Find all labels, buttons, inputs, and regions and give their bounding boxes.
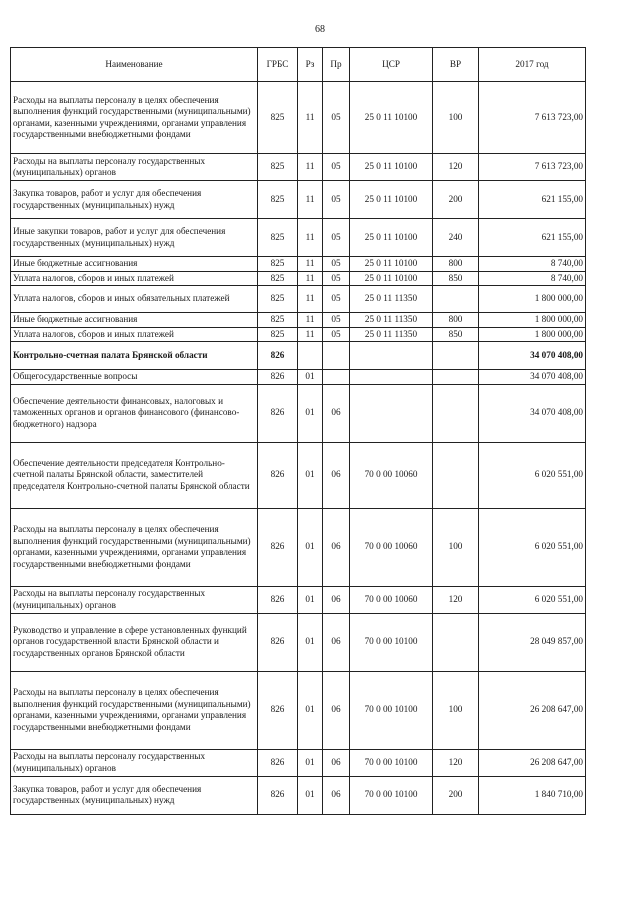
cell-amount: 8 740,00	[479, 271, 586, 286]
cell-name: Закупка товаров, работ и услуг для обеспечения государственных (муниципальных) нужд	[11, 181, 258, 219]
cell-amount: 6 020 551,00	[479, 508, 586, 586]
header-name: Наименование	[11, 48, 258, 82]
page-number: 68	[315, 24, 325, 35]
cell-pr: 05	[323, 219, 350, 257]
cell-rz: 11	[298, 257, 323, 272]
cell-vr: 100	[433, 82, 479, 154]
cell-rz: 11	[298, 286, 323, 313]
table-row	[11, 286, 586, 313]
cell-amount: 6 020 551,00	[479, 586, 586, 613]
cell-grbs: 825	[258, 154, 298, 181]
cell-name: Руководство и управление в сфере установленных функций органов государственной власти Брянской области и государственных органов Брянской области	[11, 613, 258, 671]
cell-rz: 11	[298, 219, 323, 257]
cell-amount: 28 049 857,00	[479, 613, 586, 671]
table-row	[11, 671, 586, 749]
table-row	[11, 82, 586, 154]
cell-amount: 621 155,00	[479, 219, 586, 257]
cell-name: Расходы на выплаты персоналу в целях обеспечения выполнения функций государственными (муниципальными) органами, казенными учреждениями, органами управления государственными внебюджетными фондами	[11, 671, 258, 749]
cell-name: Обеспечение деятельности финансовых, налоговых и таможенных органов и органов финансового (финансово-бюджетного) надзора	[11, 384, 258, 442]
cell-vr: 240	[433, 219, 479, 257]
table-header-row	[11, 48, 586, 82]
cell-rz: 01	[298, 776, 323, 814]
cell-vr	[433, 442, 479, 508]
cell-grbs: 826	[258, 749, 298, 776]
cell-csr: 25 0 11 10100	[350, 82, 433, 154]
cell-grbs: 826	[258, 776, 298, 814]
cell-csr: 25 0 11 10100	[350, 154, 433, 181]
cell-amount: 6 020 551,00	[479, 442, 586, 508]
cell-grbs: 826	[258, 370, 298, 385]
cell-vr: 120	[433, 749, 479, 776]
cell-vr: 850	[433, 327, 479, 342]
cell-name: Расходы на выплаты персоналу государственных (муниципальных) органов	[11, 749, 258, 776]
cell-pr: 05	[323, 181, 350, 219]
cell-csr	[350, 384, 433, 442]
table-row	[11, 327, 586, 342]
cell-amount: 621 155,00	[479, 181, 586, 219]
header-pr: Пр	[323, 48, 350, 82]
cell-pr: 05	[323, 286, 350, 313]
cell-vr: 850	[433, 271, 479, 286]
cell-rz: 11	[298, 313, 323, 328]
cell-grbs: 825	[258, 219, 298, 257]
cell-csr: 70 0 00 10100	[350, 671, 433, 749]
cell-pr: 05	[323, 313, 350, 328]
cell-amount: 26 208 647,00	[479, 671, 586, 749]
cell-grbs: 826	[258, 671, 298, 749]
cell-amount: 1 800 000,00	[479, 313, 586, 328]
cell-pr: 06	[323, 749, 350, 776]
cell-pr: 05	[323, 327, 350, 342]
header-csr: ЦСР	[350, 48, 433, 82]
cell-vr	[433, 342, 479, 370]
cell-csr	[350, 370, 433, 385]
table-row	[11, 613, 586, 671]
cell-rz: 11	[298, 327, 323, 342]
cell-rz: 01	[298, 508, 323, 586]
cell-csr: 25 0 11 11350	[350, 313, 433, 328]
cell-pr: 06	[323, 613, 350, 671]
cell-name: Уплата налогов, сборов и иных платежей	[11, 327, 258, 342]
cell-amount: 34 070 408,00	[479, 342, 586, 370]
cell-name: Расходы на выплаты персоналу в целях обеспечения выполнения функций государственными (муниципальными) органами, казенными учреждениями, органами управления государственными внебюджетными фондами	[11, 508, 258, 586]
cell-rz	[298, 342, 323, 370]
cell-pr	[323, 370, 350, 385]
table-row	[11, 154, 586, 181]
cell-grbs: 826	[258, 613, 298, 671]
cell-rz: 01	[298, 442, 323, 508]
cell-vr: 200	[433, 776, 479, 814]
cell-pr: 06	[323, 671, 350, 749]
cell-csr: 70 0 00 10060	[350, 508, 433, 586]
cell-amount: 1 800 000,00	[479, 327, 586, 342]
table-row	[11, 181, 586, 219]
cell-csr: 70 0 00 10100	[350, 613, 433, 671]
cell-amount: 26 208 647,00	[479, 749, 586, 776]
table-row	[11, 749, 586, 776]
cell-pr: 06	[323, 586, 350, 613]
cell-rz: 11	[298, 82, 323, 154]
cell-vr: 800	[433, 257, 479, 272]
cell-vr	[433, 370, 479, 385]
cell-grbs: 825	[258, 257, 298, 272]
cell-name: Расходы на выплаты персоналу государственных (муниципальных) органов	[11, 586, 258, 613]
table-row	[11, 384, 586, 442]
cell-pr: 06	[323, 776, 350, 814]
table-row	[11, 508, 586, 586]
table-body	[11, 82, 586, 815]
cell-pr: 06	[323, 384, 350, 442]
cell-csr: 25 0 11 10100	[350, 271, 433, 286]
table-row	[11, 219, 586, 257]
cell-amount: 1 800 000,00	[479, 286, 586, 313]
cell-grbs: 825	[258, 181, 298, 219]
table-row	[11, 342, 586, 370]
cell-grbs: 825	[258, 327, 298, 342]
cell-name: Уплата налогов, сборов и иных обязательных платежей	[11, 286, 258, 313]
header-vr: ВР	[433, 48, 479, 82]
cell-pr: 05	[323, 271, 350, 286]
cell-grbs: 826	[258, 508, 298, 586]
cell-vr: 120	[433, 154, 479, 181]
cell-name: Расходы на выплаты персоналу государственных (муниципальных) органов	[11, 154, 258, 181]
table-row	[11, 442, 586, 508]
cell-grbs: 826	[258, 586, 298, 613]
header-grbs: ГРБС	[258, 48, 298, 82]
budget-table	[10, 47, 586, 815]
cell-amount: 8 740,00	[479, 257, 586, 272]
cell-pr	[323, 342, 350, 370]
cell-name: Общегосударственные вопросы	[11, 370, 258, 385]
cell-rz: 01	[298, 613, 323, 671]
cell-amount: 7 613 723,00	[479, 82, 586, 154]
cell-name: Расходы на выплаты персоналу в целях обеспечения выполнения функций государственными (муниципальными) органами, казенными учреждениями, органами управления государственными внебюджетными фондами	[11, 82, 258, 154]
cell-amount: 34 070 408,00	[479, 384, 586, 442]
cell-rz: 01	[298, 749, 323, 776]
cell-amount: 7 613 723,00	[479, 154, 586, 181]
cell-vr: 200	[433, 181, 479, 219]
cell-csr: 25 0 11 10100	[350, 257, 433, 272]
cell-rz: 01	[298, 586, 323, 613]
cell-pr: 05	[323, 154, 350, 181]
header-rz: Рз	[298, 48, 323, 82]
cell-vr: 120	[433, 586, 479, 613]
cell-grbs: 825	[258, 271, 298, 286]
cell-rz: 01	[298, 671, 323, 749]
cell-name: Обеспечение деятельности председателя Контрольно-счетной палаты Брянской области, заместителей председателя Контрольно-счетной палаты Брянской области	[11, 442, 258, 508]
cell-csr: 25 0 11 10100	[350, 219, 433, 257]
cell-amount: 1 840 710,00	[479, 776, 586, 814]
cell-rz: 01	[298, 384, 323, 442]
cell-rz: 11	[298, 271, 323, 286]
cell-name: Иные бюджетные ассигнования	[11, 313, 258, 328]
cell-csr	[350, 342, 433, 370]
table-row	[11, 586, 586, 613]
cell-grbs: 826	[258, 442, 298, 508]
cell-vr	[433, 286, 479, 313]
cell-name: Закупка товаров, работ и услуг для обеспечения государственных (муниципальных) нужд	[11, 776, 258, 814]
cell-grbs: 825	[258, 82, 298, 154]
cell-vr: 100	[433, 671, 479, 749]
table-row	[11, 257, 586, 272]
cell-name: Контрольно-счетная палата Брянской области	[11, 342, 258, 370]
cell-csr: 25 0 11 11350	[350, 327, 433, 342]
cell-grbs: 825	[258, 313, 298, 328]
cell-name: Иные закупки товаров, работ и услуг для обеспечения государственных (муниципальных) нужд	[11, 219, 258, 257]
cell-rz: 11	[298, 181, 323, 219]
cell-pr: 05	[323, 257, 350, 272]
cell-csr: 70 0 00 10060	[350, 586, 433, 613]
cell-pr: 05	[323, 82, 350, 154]
cell-vr	[433, 613, 479, 671]
cell-vr: 100	[433, 508, 479, 586]
cell-grbs: 826	[258, 342, 298, 370]
cell-csr: 70 0 00 10100	[350, 749, 433, 776]
cell-csr: 25 0 11 11350	[350, 286, 433, 313]
cell-vr	[433, 384, 479, 442]
cell-grbs: 825	[258, 286, 298, 313]
cell-pr: 06	[323, 508, 350, 586]
cell-vr: 800	[433, 313, 479, 328]
table-row	[11, 776, 586, 814]
cell-csr: 70 0 00 10100	[350, 776, 433, 814]
header-amount-2017: 2017 год	[479, 48, 586, 82]
cell-rz: 11	[298, 154, 323, 181]
cell-pr: 06	[323, 442, 350, 508]
cell-grbs: 826	[258, 384, 298, 442]
cell-csr: 70 0 00 10060	[350, 442, 433, 508]
cell-name: Уплата налогов, сборов и иных платежей	[11, 271, 258, 286]
cell-amount: 34 070 408,00	[479, 370, 586, 385]
cell-name: Иные бюджетные ассигнования	[11, 257, 258, 272]
table-row	[11, 313, 586, 328]
cell-rz: 01	[298, 370, 323, 385]
table-row	[11, 271, 586, 286]
cell-csr: 25 0 11 10100	[350, 181, 433, 219]
table-row	[11, 370, 586, 385]
